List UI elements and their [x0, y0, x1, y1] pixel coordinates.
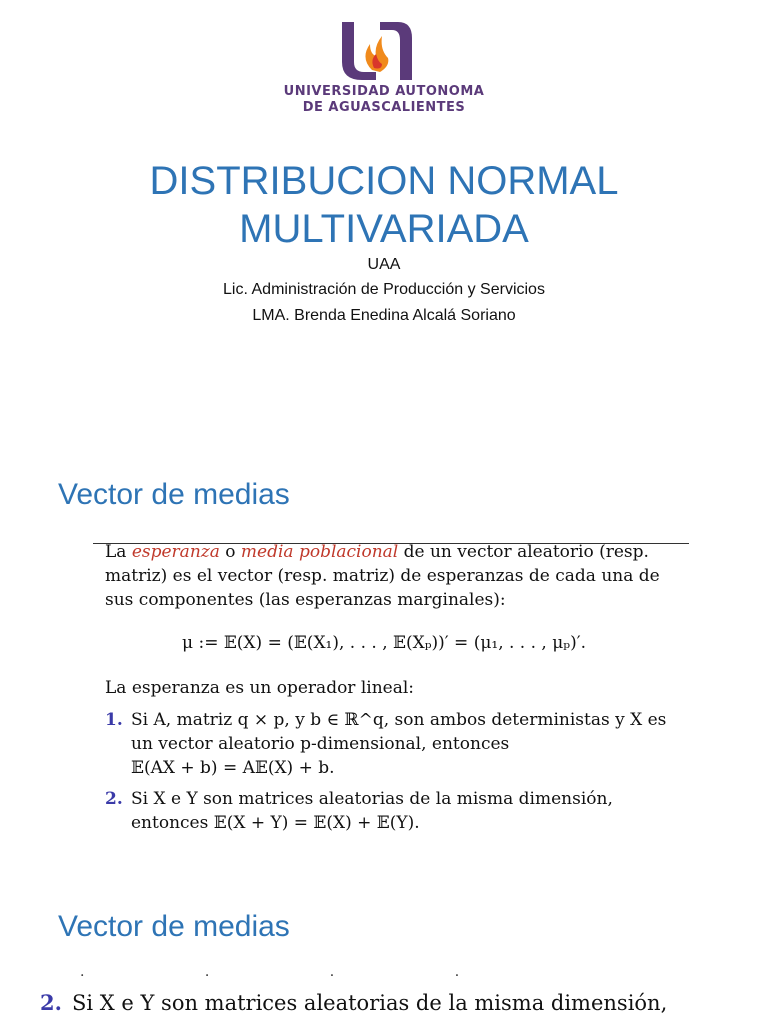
list-item [105, 708, 685, 780]
slide-heading: Vector de medias [58, 910, 290, 943]
para-text: o [219, 542, 241, 562]
definition-paragraph [105, 540, 665, 612]
list-item [40, 990, 740, 1015]
list-text: un vector aleatorio p-dimensional, entonces [131, 734, 510, 754]
subtitle-institution: UAA [367, 256, 401, 273]
list-number: 1. [105, 710, 123, 730]
subtitle-author: LMA. Brenda Enedina Alcalá Soriano [252, 307, 516, 324]
logo-text-line2: DE AGUASCALIENTES [302, 100, 466, 115]
university-logo [336, 18, 416, 84]
logo-a-shape [380, 22, 412, 80]
list-text: Si A, matriz q × p, y b ∈ ℝ^q, son ambos deterministas y X es [131, 710, 667, 730]
term-esperanza: esperanza [131, 542, 220, 562]
linear-operator-text: La esperanza es un operador lineal: [105, 678, 415, 698]
list-number: 2. [40, 990, 62, 1015]
term-media-poblacional: media poblacional [240, 542, 399, 562]
mean-vector-formula: μ := 𝔼(X) = (𝔼(X₁), . . . , 𝔼(Xₚ))′ = (μ₁, . . . , μₚ)′. [182, 633, 586, 653]
list-item [105, 787, 685, 835]
logo-text-line1: UNIVERSIDAD AUTONOMA [283, 84, 485, 99]
title-line2: MULTIVARIADA [239, 207, 529, 251]
para-text: La [105, 542, 132, 562]
list-text: 𝔼(AX + b) = A𝔼(X) + b. [131, 758, 335, 778]
cut-off-dots: · · · · [80, 968, 518, 984]
para-text: de un vector aleatorio (resp. matriz) es el vector (resp. matriz) de esperanzas de cada una de sus componentes (las esperanzas marginales): [105, 542, 660, 610]
list-text: entonces 𝔼(X + Y) = 𝔼(X) + 𝔼(Y). [131, 813, 420, 833]
list-text: Si X e Y son matrices aleatorias de la misma dimensión, [72, 991, 668, 1015]
title-line1: DISTRIBUCION NORMAL [149, 159, 619, 203]
list-text: Si X e Y son matrices aleatorias de la misma dimensión, [131, 789, 613, 809]
subtitle-program: Lic. Administración de Producción y Servicios [223, 281, 545, 298]
slide-heading: Vector de medias [58, 478, 290, 511]
list-number: 2. [105, 789, 123, 809]
